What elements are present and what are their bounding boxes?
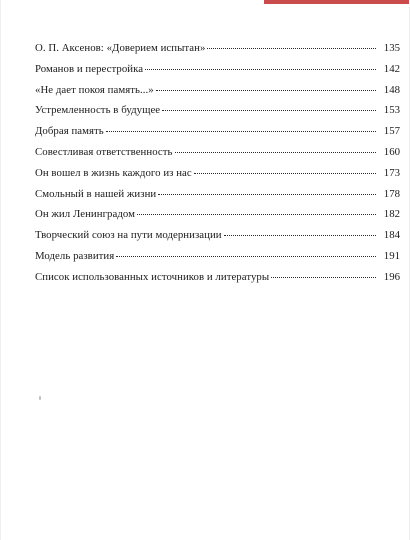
table-of-contents: [35, 39, 400, 289]
dot-leader: [156, 89, 376, 91]
toc-entry-title: Совестливая ответственность: [35, 145, 173, 158]
toc-entry-title: Смольный в нашей жизни: [35, 187, 157, 200]
toc-entry-page: 173: [383, 166, 400, 179]
toc-entry-title: Романов и перестройка: [35, 62, 144, 75]
toc-entry-page: 184: [383, 229, 400, 242]
dot-leader: [175, 151, 376, 153]
toc-entry: [35, 60, 400, 81]
red-cover-edge: [264, 0, 409, 4]
dot-leader: [145, 68, 376, 70]
toc-entry: [35, 164, 400, 185]
toc-entry: [35, 205, 400, 226]
toc-entry: [35, 143, 400, 164]
toc-entry-title: Он жил Ленинградом: [35, 208, 136, 221]
toc-entry-title: Список использованных источников и литературы: [35, 270, 270, 283]
toc-entry: [35, 81, 400, 102]
toc-entry-title: О. П. Аксенов: «Доверием испытан»: [35, 42, 206, 54]
dot-leader: [137, 213, 376, 215]
dot-leader: [224, 234, 376, 236]
toc-entry-page: 160: [383, 145, 400, 158]
dot-leader: [207, 47, 376, 49]
toc-entry: [35, 247, 400, 268]
page-mark: [39, 396, 41, 400]
toc-entry-title: Модель развития: [35, 249, 115, 262]
dot-leader: [116, 255, 376, 257]
toc-entry: [35, 39, 400, 60]
toc-entry-page: 142: [383, 62, 400, 75]
toc-entry-title: Творческий союз на пути модернизации: [35, 229, 222, 242]
toc-entry-page: 196: [383, 270, 400, 283]
toc-entry-page: 148: [383, 83, 400, 96]
toc-entry: [35, 122, 400, 143]
dot-leader: [162, 109, 376, 111]
dot-leader: [106, 130, 376, 132]
toc-entry-title: «Не дает покоя память...»: [35, 83, 154, 96]
toc-entry: [35, 185, 400, 206]
toc-entry: [35, 226, 400, 247]
toc-entry-page: 191: [383, 249, 400, 262]
toc-entry-page: 182: [383, 208, 400, 221]
toc-entry-page: 178: [383, 187, 400, 200]
dot-leader: [158, 193, 376, 195]
dot-leader: [271, 276, 376, 278]
toc-entry: [35, 268, 400, 289]
toc-entry-title: Он вошел в жизнь каждого из нас: [35, 166, 192, 179]
dot-leader: [194, 172, 376, 174]
toc-entry-title: Добрая память: [35, 125, 104, 138]
toc-entry: [35, 101, 400, 122]
toc-entry-page: 153: [383, 104, 400, 117]
toc-entry-title: Устремленность в будущее: [35, 104, 161, 117]
toc-entry-page: 135: [383, 42, 400, 54]
toc-entry-page: 157: [383, 125, 400, 138]
